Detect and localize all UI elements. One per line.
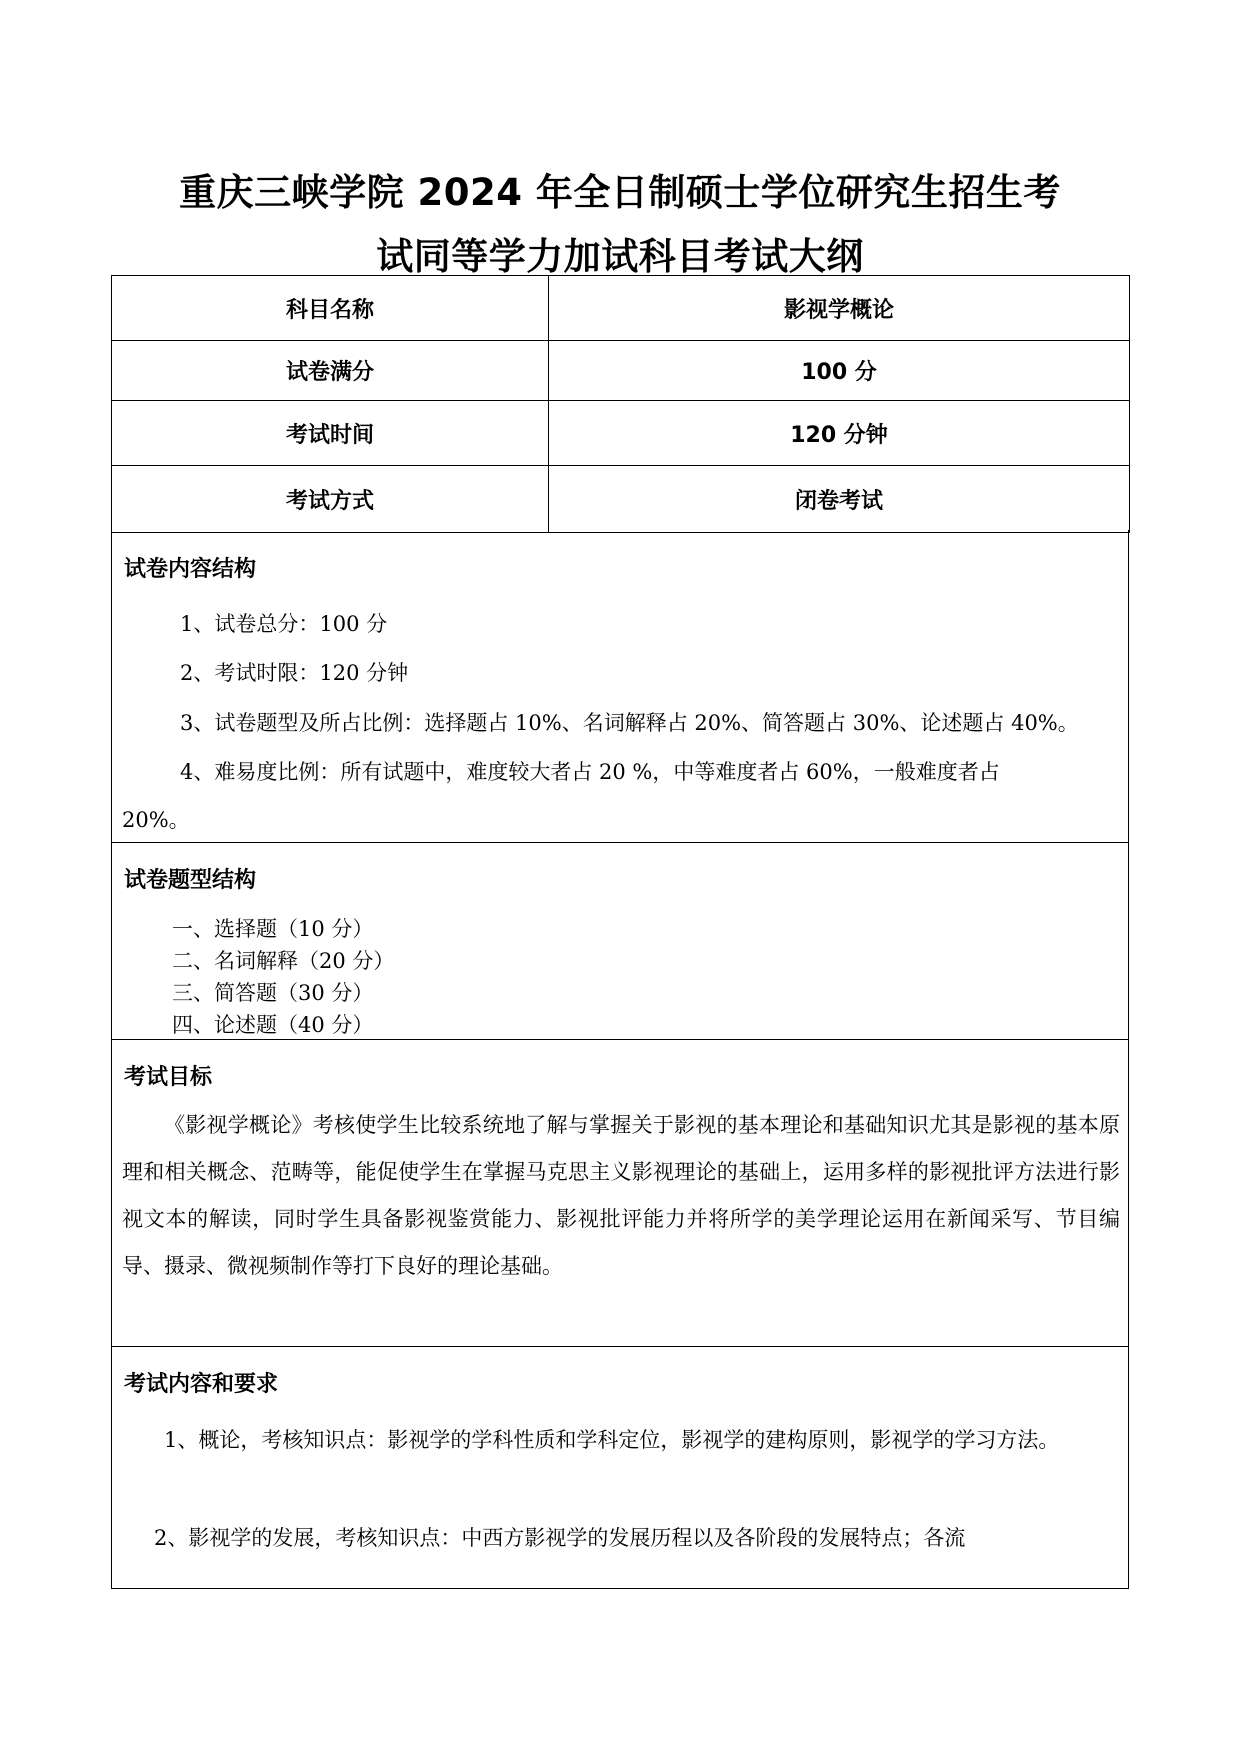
list-item: 3、试卷题型及所占比例：选择题占 10%、名词解释占 20%、简答题占 30%、论述题占 40%。 bbox=[180, 711, 1079, 735]
exam-time-value: 120 分钟 bbox=[549, 401, 1130, 466]
full-score-value: 100 分 bbox=[549, 341, 1130, 401]
section-title: 考试目标 bbox=[124, 1065, 213, 1090]
table-row bbox=[112, 401, 1130, 466]
exam-requirements-section bbox=[111, 1347, 1129, 1589]
table-row bbox=[112, 466, 1130, 533]
table-row bbox=[112, 276, 1130, 341]
list-item: 20%。 bbox=[122, 808, 190, 832]
subject-name-value: 影视学概论 bbox=[549, 276, 1130, 341]
document-title-line-2: 试同等学力加试科目考试大纲 bbox=[376, 235, 864, 278]
section-title: 考试内容和要求 bbox=[124, 1372, 279, 1397]
exam-info-table bbox=[111, 275, 1130, 533]
subject-name-label: 科目名称 bbox=[112, 276, 549, 341]
list-item: 四、论述题（40 分） bbox=[172, 1013, 374, 1037]
table-row bbox=[112, 341, 1130, 401]
requirement-item: 1、概论，考核知识点：影视学的学科性质和学科定位，影视学的建构原则，影视学的学习方法。 bbox=[164, 1428, 1060, 1452]
exam-mode-value: 闭卷考试 bbox=[549, 466, 1130, 533]
section-title: 试卷内容结构 bbox=[124, 557, 257, 582]
content-structure-section bbox=[111, 530, 1129, 843]
requirement-item: 2、影视学的发展，考核知识点：中西方影视学的发展历程以及各阶段的发展特点；各流 bbox=[154, 1526, 966, 1550]
list-item: 1、试卷总分：100 分 bbox=[180, 612, 388, 636]
question-types-section bbox=[111, 843, 1129, 1040]
document-title-line-1: 重庆三峡学院 2024 年全日制硕士学位研究生招生考 bbox=[179, 171, 1061, 214]
list-item: 2、考试时限：120 分钟 bbox=[180, 661, 409, 685]
list-item: 三、简答题（30 分） bbox=[172, 981, 374, 1005]
goal-paragraph: 《影视学概论》考核使学生比较系统地了解与掌握关于影视的基本理论和基础知识尤其是影视的基本原理和相关概念、范畴等，能促使学生在掌握马克思主义影视理论的基础上，运用多样的影视批评方法进行影视文本的解读，同时学生具备影视鉴赏能力、影视批评能力并将所学的美学理论运用在新闻采写、节目编导、摄录、微视频制作等打下良好的理论基础。 bbox=[122, 1113, 1120, 1278]
exam-time-label: 考试时间 bbox=[112, 401, 549, 466]
list-item: 一、选择题（10 分） bbox=[172, 917, 374, 941]
section-title: 试卷题型结构 bbox=[124, 868, 257, 893]
exam-mode-label: 考试方式 bbox=[112, 466, 549, 533]
full-score-label: 试卷满分 bbox=[112, 341, 549, 401]
exam-goal-section bbox=[111, 1040, 1129, 1347]
list-item: 二、名词解释（20 分） bbox=[172, 949, 395, 973]
list-item: 4、难易度比例：所有试题中，难度较大者占 20 %，中等难度者占 60%，一般难度者占 bbox=[180, 760, 1000, 784]
